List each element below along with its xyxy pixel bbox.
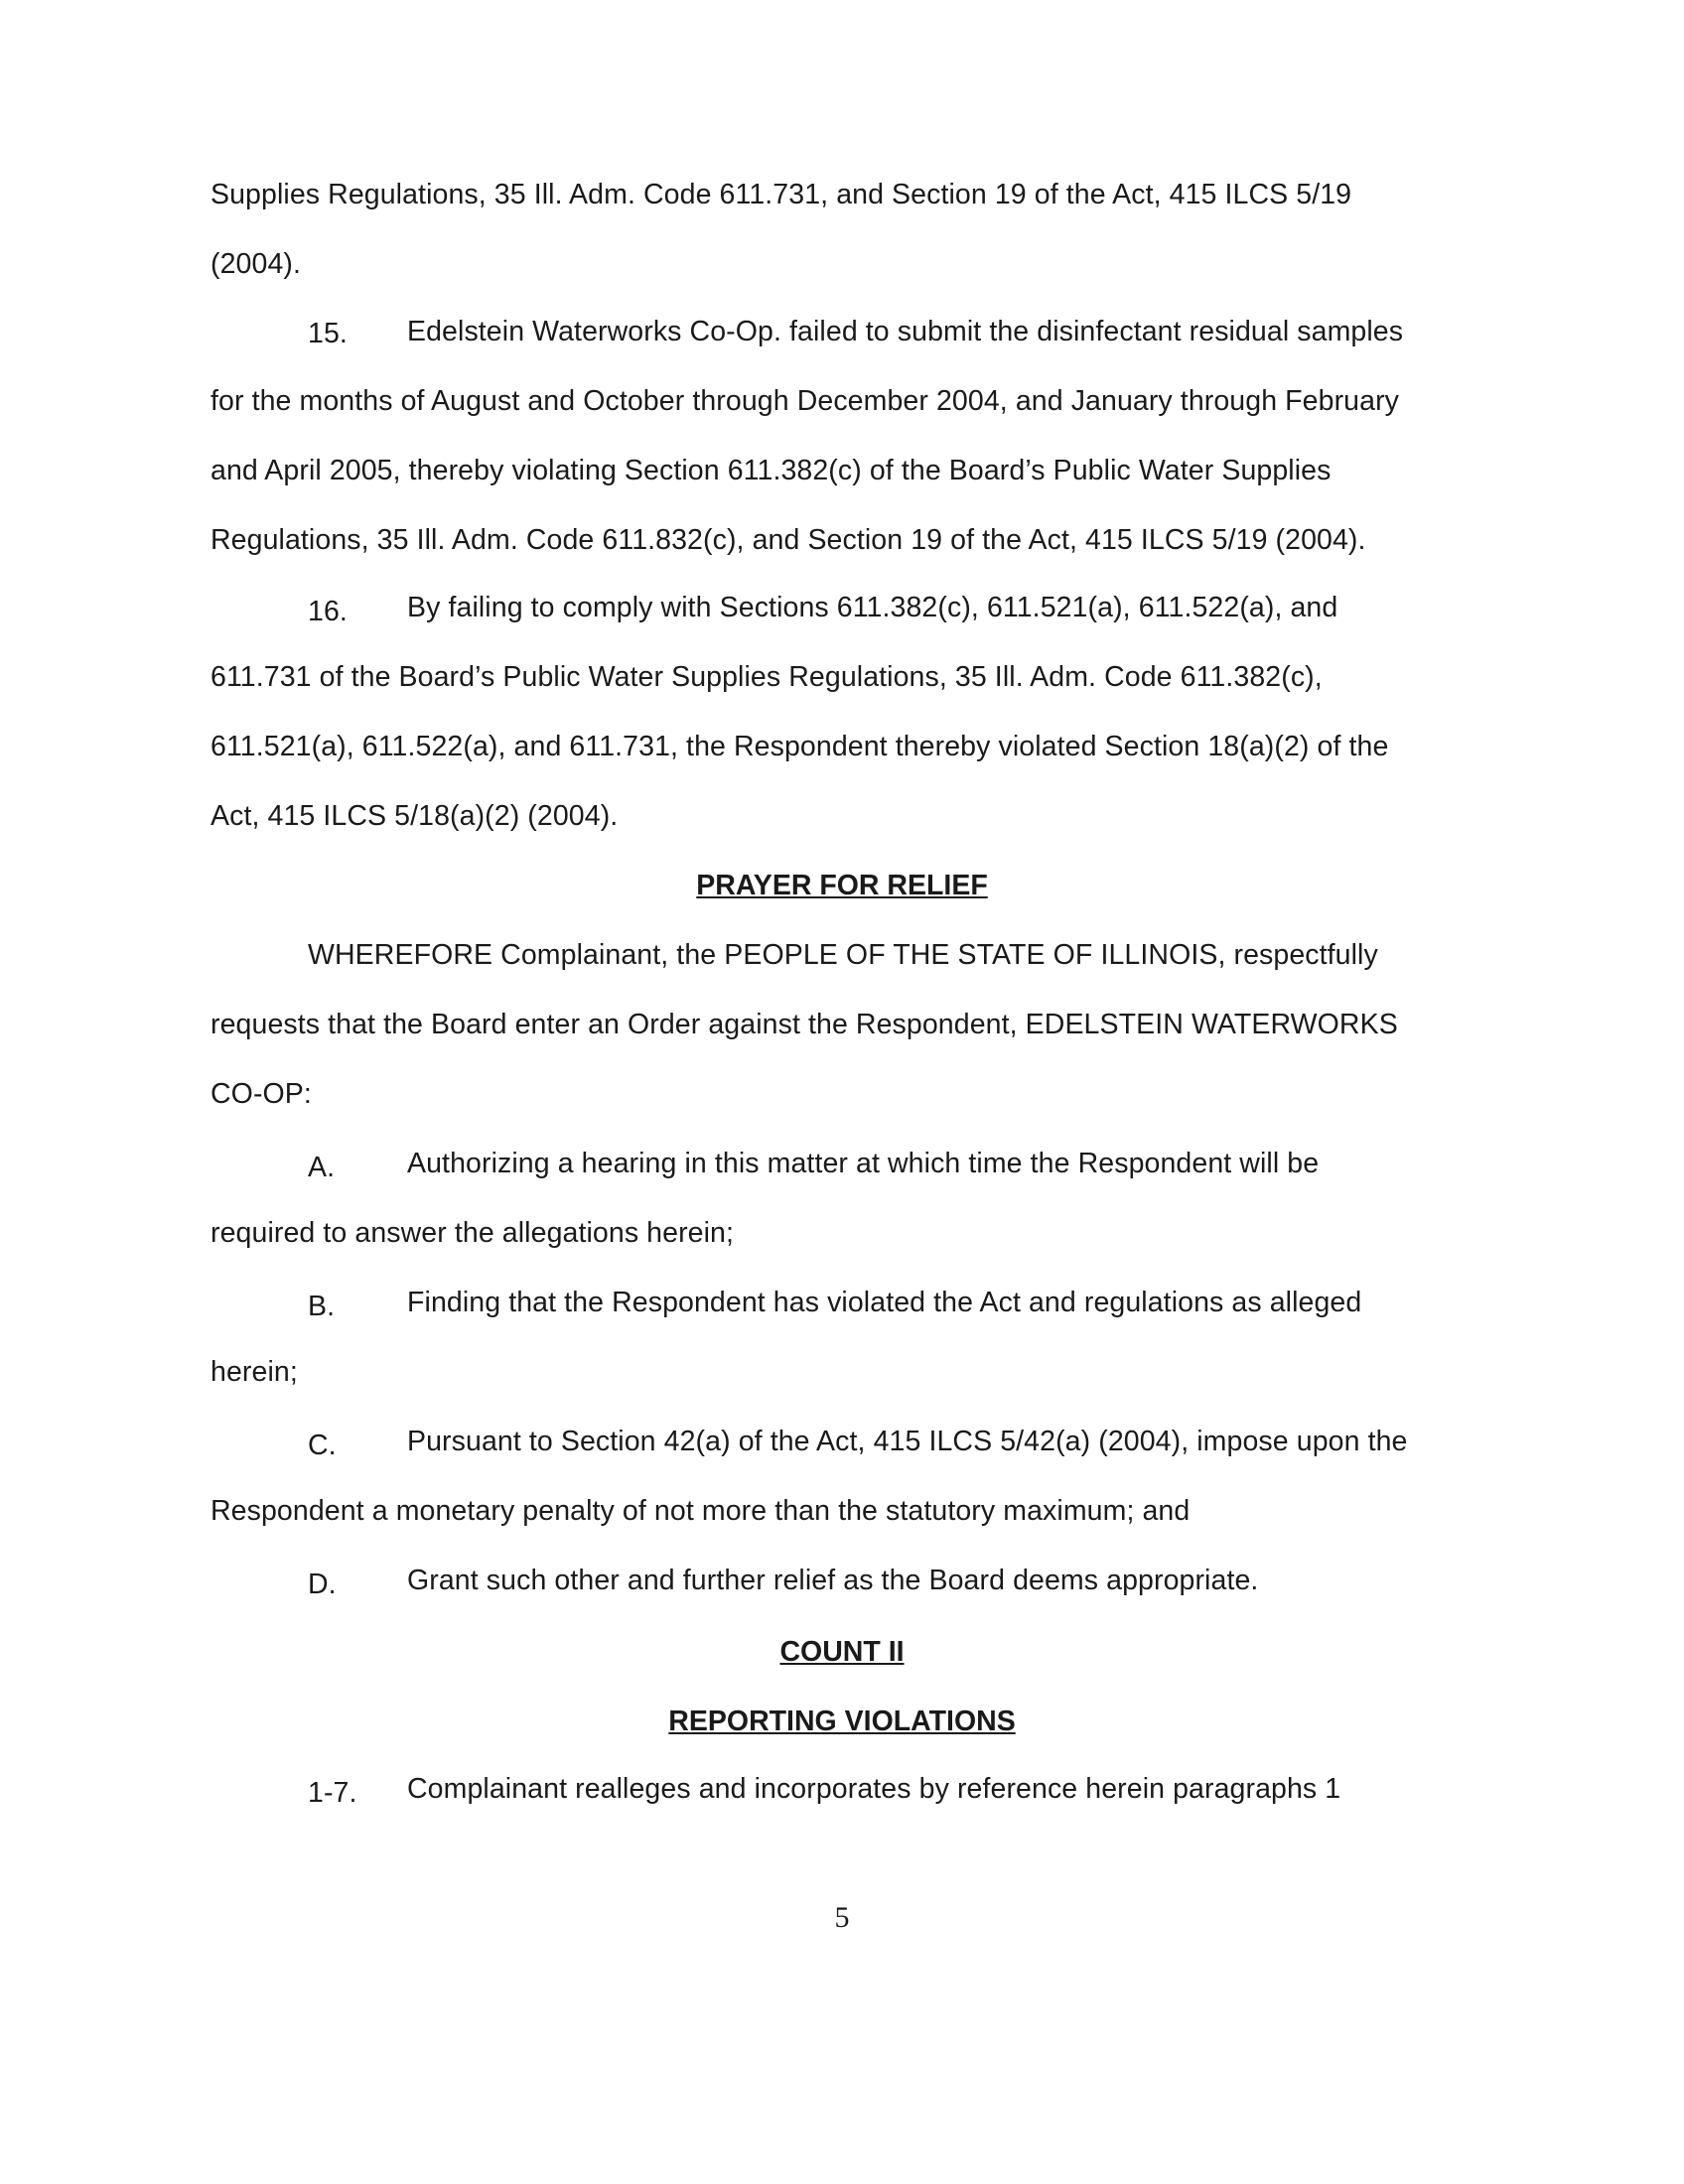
carryover-line-1: Supplies Regulations, 35 Ill. Adm. Code 611.731, and Section 19 of the Act, 415 ILCS 5/19 [210, 179, 1352, 210]
item-a-label: A. [308, 1152, 336, 1183]
count-ii-heading: COUNT II [779, 1636, 905, 1668]
paragraph-1-7-number: 1-7. [308, 1777, 357, 1809]
paragraph-16-line-4: Act, 415 ILCS 5/18(a)(2) (2004). [210, 800, 619, 832]
paragraph-15-line-1: Edelstein Waterworks Co-Op. failed to submit the disinfectant residual samples [407, 316, 1404, 347]
prayer-for-relief-heading: PRAYER FOR RELIEF [696, 870, 988, 901]
item-d-label: D. [308, 1569, 337, 1600]
item-b-line-2: herein; [210, 1356, 298, 1388]
paragraph-15-line-2: for the months of August and October through December 2004, and January through February [210, 385, 1400, 417]
paragraph-15-number: 15. [308, 318, 348, 349]
carryover-line-2: (2004). [210, 248, 302, 280]
prayer-line-2: requests that the Board enter an Order against the Respondent, EDELSTEIN WATERWORKS [210, 1009, 1398, 1040]
paragraph-16-number: 16. [308, 596, 348, 627]
item-c-line-1: Pursuant to Section 42(a) of the Act, 415 ILCS 5/42(a) (2004), impose upon the [407, 1426, 1408, 1457]
paragraph-15-line-3: and April 2005, thereby violating Section 611.382(c) of the Board’s Public Water Supplies [210, 455, 1332, 486]
item-b-label: B. [308, 1291, 336, 1322]
paragraph-15-line-4: Regulations, 35 Ill. Adm. Code 611.832(c), and Section 19 of the Act, 415 ILCS 5/19 (2004). [210, 524, 1366, 556]
paragraph-16-line-1: By failing to comply with Sections 611.382(c), 611.521(a), 611.522(a), and [407, 592, 1338, 623]
paragraph-16-line-3: 611.521(a), 611.522(a), and 611.731, the Respondent thereby violated Section 18(a)(2) of the [210, 731, 1389, 762]
item-c-label: C. [308, 1430, 337, 1461]
item-a-line-2: required to answer the allegations herein; [210, 1217, 735, 1249]
item-d-line-1: Grant such other and further relief as the Board deems appropriate. [407, 1565, 1259, 1596]
item-c-line-2: Respondent a monetary penalty of not more than the statutory maximum; and [210, 1495, 1191, 1527]
paragraph-16-line-2: 611.731 of the Board’s Public Water Supplies Regulations, 35 Ill. Adm. Code 611.382(c), [210, 661, 1323, 693]
prayer-line-3: CO-OP: [210, 1078, 312, 1110]
paragraph-1-7-line-1: Complainant realleges and incorporates by reference herein paragraphs 1 [407, 1773, 1341, 1805]
prayer-line-1: WHEREFORE Complainant, the PEOPLE OF THE STATE OF ILLINOIS, respectfully [308, 939, 1378, 971]
item-b-line-1: Finding that the Respondent has violated the Act and regulations as alleged [407, 1287, 1362, 1318]
page-number: 5 [834, 1901, 850, 1934]
item-a-line-1: Authorizing a hearing in this matter at which time the Respondent will be [407, 1148, 1320, 1179]
reporting-violations-heading: REPORTING VIOLATIONS [668, 1706, 1016, 1737]
